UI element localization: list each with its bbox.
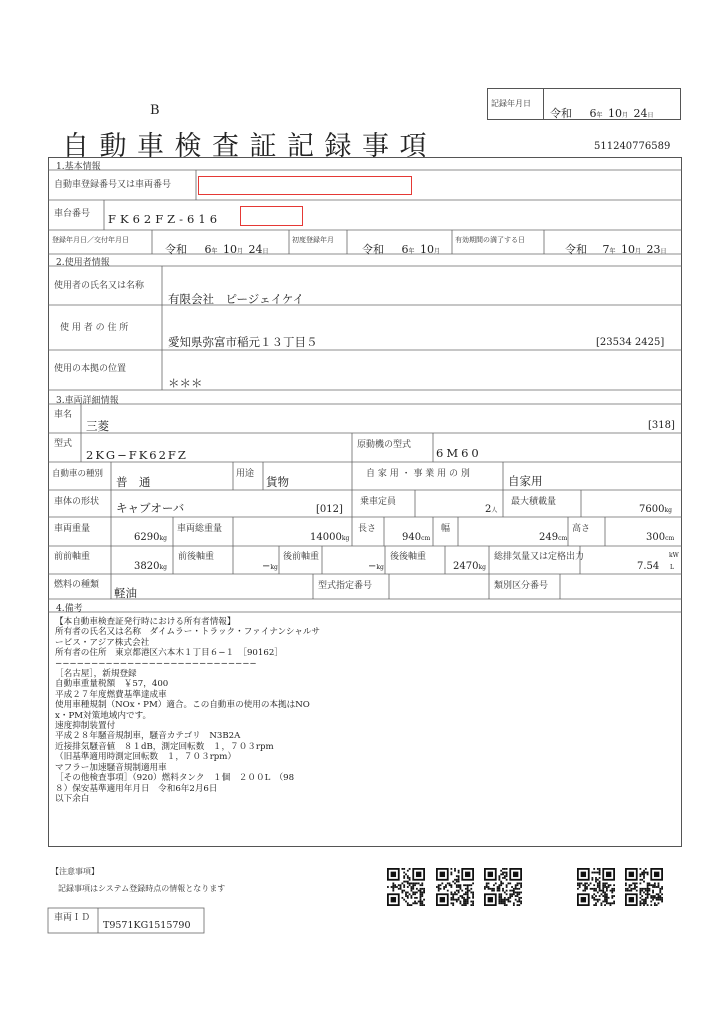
month-unit: 月 [622,112,629,119]
user-name-label: 使用者の氏名又は名称 [54,281,145,291]
private-label: 自 家 用 ・ 事 業 用 の 別 [366,469,470,479]
rf-axle-number: − [368,561,377,572]
fr-axle-unit: kg [270,564,278,571]
engine-value: 6M60 [436,446,482,460]
record-date-label: 記録年月日 [491,99,531,108]
notice-text: 記録事項はシステム登録時点の情報となります [58,884,226,893]
displacement-unit-top: kW [669,552,679,559]
registration-redaction [198,176,412,195]
era: 令和 [362,243,384,256]
chassis-value: FK62FZ-616 [108,212,222,226]
fr-axle-value [262,562,278,572]
qr-code-5 [625,868,663,906]
issue-date-label: 登録年月日／交付年月日 [52,236,129,244]
gross-number: 14000 [310,532,342,543]
user-address-code: [23534 2425] [596,337,665,348]
displacement-label: 総排気量又は定格出力 [494,552,585,562]
month: 10 [223,243,238,256]
displacement-value: 7.54 [637,561,660,572]
width-value [539,533,567,543]
day-unit: 日 [262,248,269,255]
weight-value [134,533,167,543]
ff-axle-label: 前前軸重 [54,552,91,562]
year-unit: 年 [609,248,616,255]
maxload-value [639,505,672,515]
maxload-number: 7600 [639,504,665,515]
maxload-unit: kg [664,507,672,514]
use-value: 貨物 [266,475,289,489]
notice-title: 【注意事項】 [51,867,99,876]
day: 23 [646,243,661,256]
year: 6 [204,243,212,256]
remarks-line: （旧基準適用時測定回転数 １，７０３rpm） [55,752,237,763]
remarks-line: ［その他検査事項］（920）燃料タンク １個 ２００L （98 [55,773,295,784]
rf-axle-value [368,562,384,572]
month: 10 [621,243,636,256]
remarks-line: 使用車種規制（NOx・PM）適合。この自動車の使用の本拠はNO [55,700,310,711]
rr-axle-value [453,562,486,572]
category-label: 類別区分番号 [494,581,549,591]
user-base-value: ＊＊＊ [168,376,203,390]
body-value: キャブオーバ [116,501,185,515]
rr-axle-number: 2470 [453,561,479,572]
maxload-label: 最大積載量 [511,497,557,507]
ff-axle-number: 3820 [134,561,160,572]
ff-axle-unit: kg [159,564,167,571]
capacity-number: 2 [485,504,492,515]
remarks-line: 近接排気騒音値 ８１dB，測定回転数 １，７０３rpm [55,741,274,752]
capacity-label: 乗車定員 [360,497,397,507]
make-code: [318] [648,420,675,431]
vehicle-id-value: T9571KG1515790 [103,920,191,931]
year-unit: 年 [211,248,218,255]
section-vehicle: 3.車両詳細情報 [56,396,119,406]
remarks-line: 所有者の住所 東京都港区六本木１丁目６−１ ［90162］ [55,648,283,659]
width-label: 幅 [441,524,451,534]
fuel-value: 軽油 [114,586,137,600]
remarks-line: 【本自動車検査証発行時における所有者情報】 [55,617,236,627]
remarks-line: 以下余白 [55,793,90,804]
chassis-label: 車台番号 [54,209,91,219]
height-number: 300 [646,532,666,543]
gross-label: 車両総重量 [177,524,223,534]
year: 6 [401,243,409,256]
rf-axle-unit: kg [376,564,384,571]
remarks-block [55,617,385,804]
remarks-line: ービス・アジア株式会社 [55,637,150,648]
length-number: 940 [402,532,422,543]
model-value: 2KG−FK62FZ [86,448,188,462]
capacity-value [485,505,497,515]
b-mark: B [150,103,160,118]
remarks-line: ［名古屋］，新規登録 [55,669,137,680]
height-value [646,533,674,543]
expiry-label: 有効期間の満了する日 [455,236,525,244]
qr-code-3 [484,868,522,906]
gross-value [310,533,349,543]
weight-unit: kg [159,535,167,542]
era: 令和 [165,243,187,256]
user-address-label: 使 用 者 の 住 所 [60,323,129,333]
weight-number: 6290 [134,532,160,543]
kind-value: 普 通 [116,475,151,489]
weight-label: 車両重量 [54,524,91,534]
year: 6 [589,107,597,120]
length-unit: cm [421,535,431,542]
page-title: 自動車検査証記録事項 [62,131,437,162]
user-name-value: 有限会社 ピージェイケイ [168,292,305,306]
expiry-value [565,241,667,257]
qr-code-2 [436,868,474,906]
body-code: [012] [316,504,343,515]
year: 7 [602,243,610,256]
width-number: 249 [539,532,559,543]
length-label: 長さ [358,524,377,534]
rr-axle-unit: kg [478,564,486,571]
kind-label: 自動車の種別 [52,469,104,479]
first-reg-value [362,241,440,257]
month-unit: 月 [237,248,244,255]
remarks-line: 平成２８年騒音規制車，騒音カテゴリ N3B2A [55,731,241,742]
remarks-line: 速度抑制装置付 [55,721,116,732]
width-unit: cm [558,535,568,542]
model-label: 型式 [54,439,73,449]
remarks-line: 平成２７年度燃費基準達成車 [55,689,167,700]
remarks-line: x・PM対策地域内です。 [55,710,152,721]
gross-unit: kg [341,535,350,542]
engine-label: 原動機の型式 [357,440,412,450]
type-designation-label: 型式指定番号 [318,581,373,591]
user-address-value: 愛知県弥富市稲元１３丁目５ [168,335,318,349]
fuel-label: 燃料の種類 [54,580,100,590]
year-unit: 年 [596,112,603,119]
use-label: 用途 [236,469,255,479]
document-number: 511240776589 [594,141,671,152]
month-unit: 月 [635,248,642,255]
issue-date-value [165,241,269,257]
day-unit: 日 [647,112,654,119]
section-user: 2.使用者情報 [56,258,110,268]
chassis-redaction [240,206,303,226]
vehicle-id-label: 車両ＩＤ [54,913,91,923]
first-reg-label: 初度登録年月 [292,236,334,244]
registration-label: 自動車登録番号又は車両番号 [54,180,172,190]
make-value: 三菱 [86,419,109,433]
remarks-line: 所有者の氏名又は名称 ダイムラー・トラック・ファイナンシャルサ [55,627,321,638]
era: 令和 [550,107,572,120]
length-value [402,533,430,543]
private-value: 自家用 [508,474,543,488]
day: 24 [633,107,648,120]
fr-axle-label: 前後軸重 [178,552,215,562]
day-unit: 日 [660,248,667,255]
month: 10 [608,107,623,120]
fr-axle-number: − [262,561,271,572]
make-label: 車名 [54,410,73,420]
ff-axle-value [134,562,167,572]
height-label: 高さ [572,524,591,534]
section-remarks: 4.備考 [56,604,83,614]
section-basic: 1.基本情報 [56,162,101,172]
rf-axle-label: 後前軸重 [283,552,320,562]
remarks-line: ８）保安基準適用年月日 令和6年2月6日 [55,783,218,794]
remarks-line: マフラー加速騒音規制適用車 [55,762,167,773]
body-label: 車体の形状 [54,497,100,507]
capacity-unit: 人 [491,507,498,514]
era: 令和 [565,243,587,256]
displacement-unit-bottom: L [670,564,674,571]
remarks-line: −−−−−−−−−−−−−−−−−−−−−−−−−−−− [55,658,257,669]
height-unit: cm [665,535,675,542]
month: 10 [420,243,435,256]
month-unit: 月 [434,248,441,255]
user-base-label: 使用の本拠の位置 [54,364,127,374]
qr-code-4 [577,868,615,906]
remarks-line: 自動車重量税額 ￥57，400 [55,679,169,690]
year-unit: 年 [408,248,415,255]
day: 24 [248,243,263,256]
qr-code-1 [387,868,425,906]
rr-axle-label: 後後軸重 [390,552,427,562]
